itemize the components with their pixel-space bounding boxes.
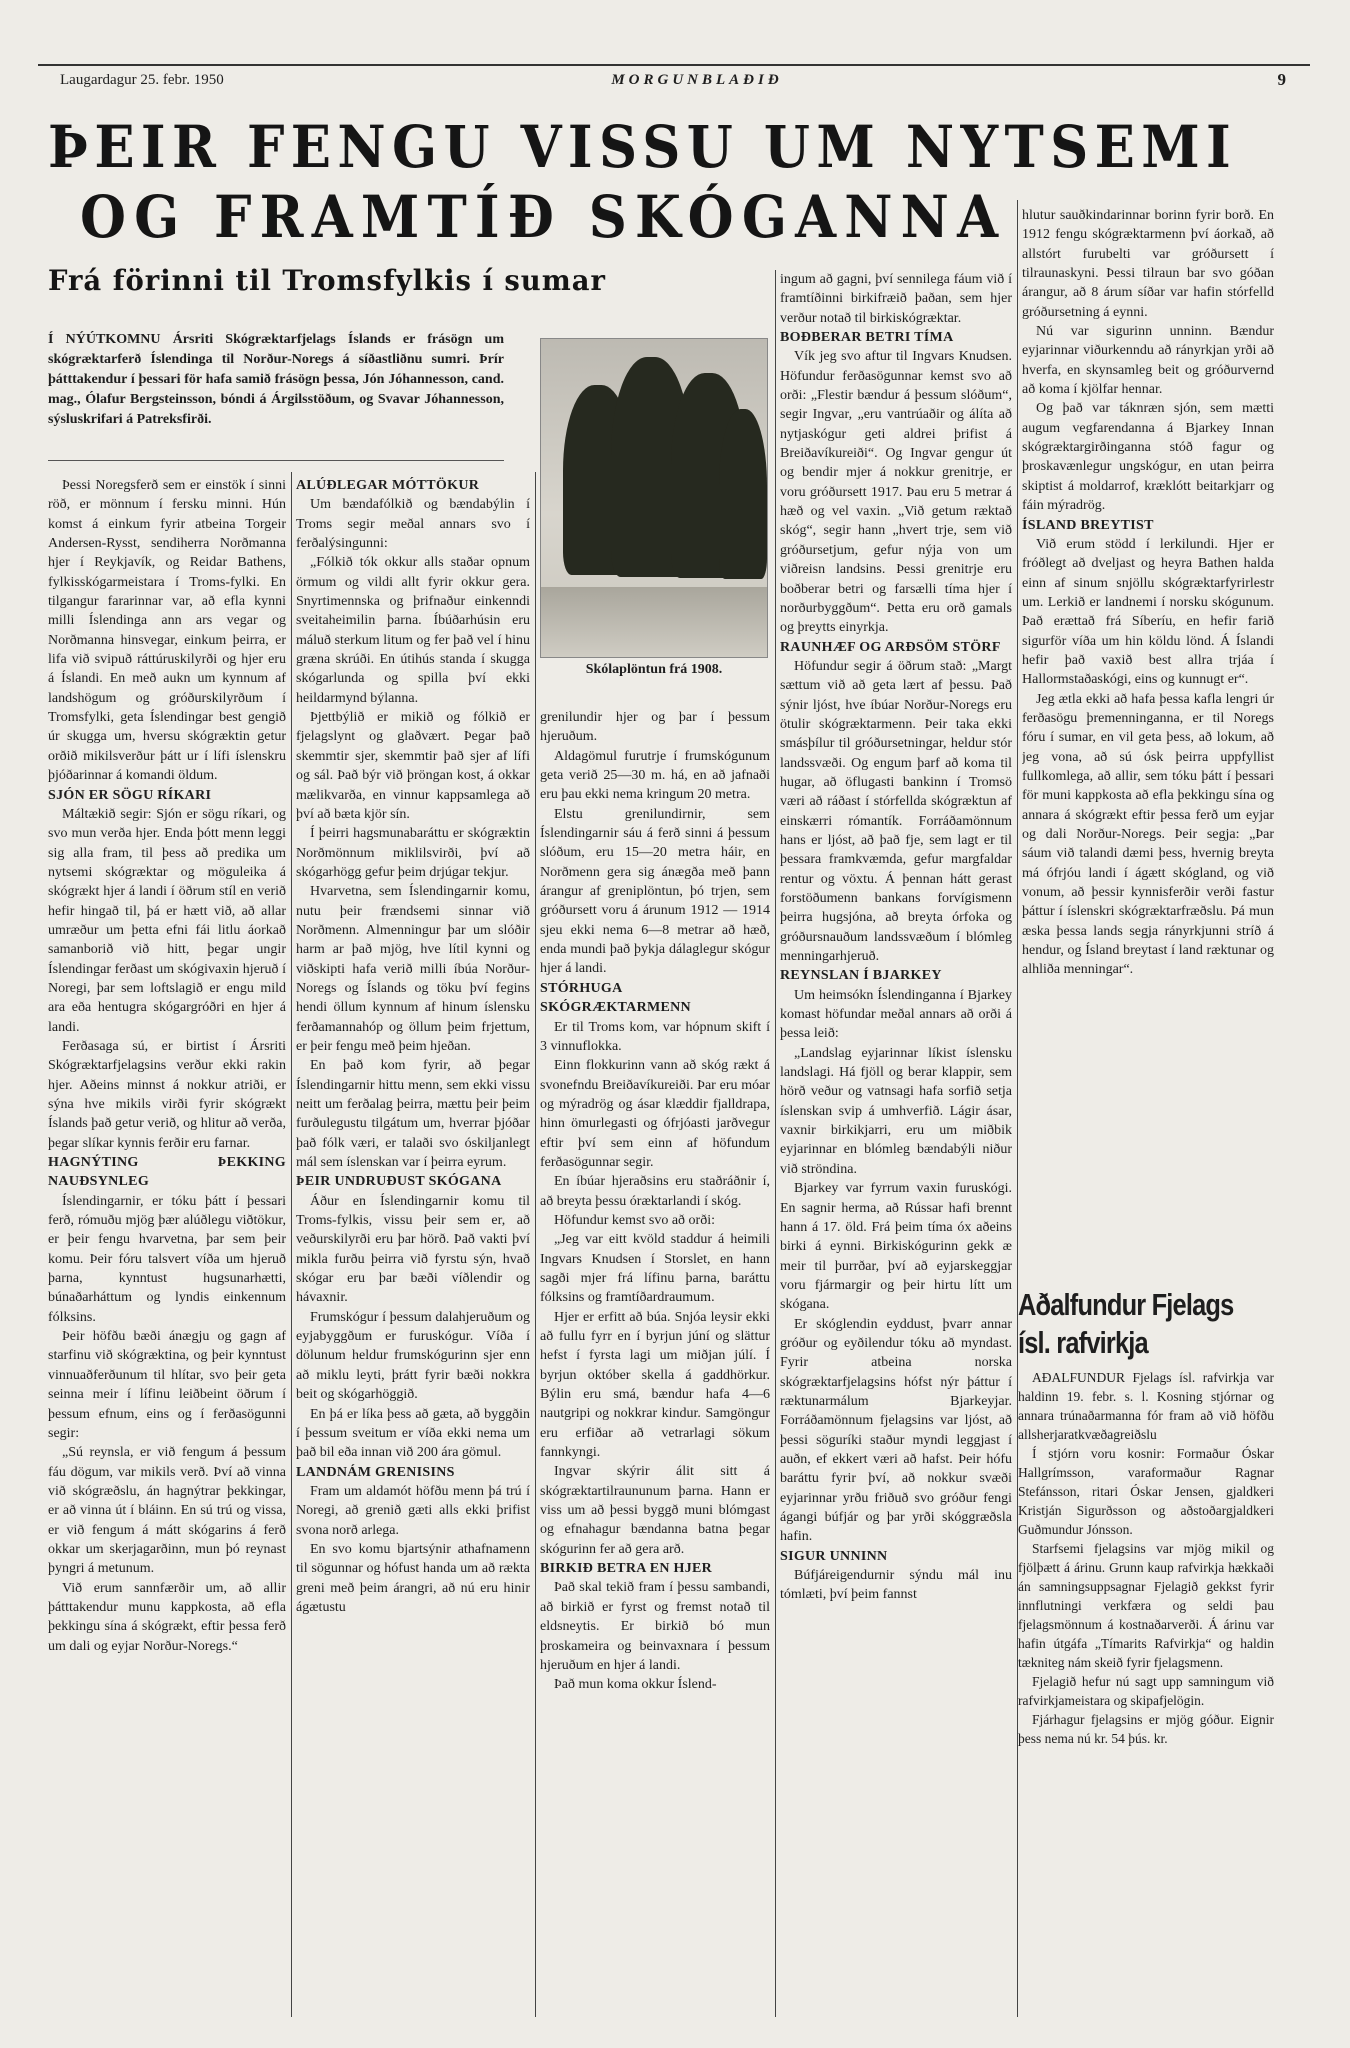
section-heading: ÞEIR UNDRUÐUST SKÓGANA xyxy=(296,1174,502,1190)
article-paragraph: Við erum stödd í lerkilundi. Hjer er fróðlegt að dveljast og heyra Bathen halda einn af sinum snjöllu skógræktarfyrirlestr um. Lerkið er landnemi í norsku skógunum. Það erættað frá Síberíu, en hefir farið sigurför víða um hin köldu lönd. Á Íslandi hefir það vaxið best allra trjáa í Hallormstaðaskógi, eins og kunnugt er“. xyxy=(1022,536,1274,688)
article-paragraph: Það mun koma okkur Íslend- xyxy=(554,1677,717,1693)
column-rule xyxy=(775,270,776,2017)
column-rule xyxy=(535,472,536,2017)
notice-paragraph: Starfsemi fjelagsins var mjög mikil og fjölþætt á árinu. Grunn kaup rafvirkja hækkaði án samningsuppsagnar Fjelagið gekkst fyrir innflutningi verkfæra og seldi þau fjelagsmönnum á kostnaðarverði. Á árinu var hafin útgáfa „Tímarits Rafvirkja“ og haldin tækniteg nám skeið fyrir fjelagsmenn. xyxy=(1018,1541,1274,1670)
article-column-4 xyxy=(780,270,1012,2016)
forest-photo xyxy=(540,338,768,658)
article-paragraph: Íslendingarnir, er tóku þátt í þessari ferð, rómuðu mjög þær alúðlegu viðtökur, er þeir fengu hvarvetna, þar sem þeir komu. Þeir fóru talsvert víða um hjeruð þarna, kynntust hugsunarhætti, búnaðarháttum og lyndis einkennum fólksins. xyxy=(48,1193,286,1325)
article-paragraph: Nú var sigurinn unninn. Bændur eyjarinnar viðurkenndu að rányrkjan yrði að hverfa, en skynsamleg beit og gróðurvernd að koma í kjölfar hennar. xyxy=(1022,324,1274,398)
section-heading: REYNSLAN Í BJARKEY xyxy=(780,968,942,984)
article-paragraph: Þeir höfðu bæði ánægju og gagn af starfinu við skógræktina, og þeir kynntust vinnuaðferðunum til hlítar, svo þeir geta seinna meir í lífinu leiðbeint öðrum í þessum efnum, eins og í ferðasögunni segir: xyxy=(48,1329,286,1441)
section-heading: LANDNÁM GRENISINS xyxy=(296,1464,455,1480)
article-paragraph: „Fólkið tók okkur alls staðar opnum örmum og vildi allt fyrir okkur gera. Snyrtimennska og þrifnaður einkenndi sveitaheimilin þarna. Íbúðarhúsin eru máluð sterkum litum og fer það vel í hinu græna skrúði. En útihús standa í skugga skógarlunda og spilla því ekki heildarmynd býlanna. xyxy=(296,555,530,706)
article-paragraph: Ingvar skýrir álit sitt á skógræktartilraununum þarna. Hann er viss um að þessi byggð muni blómgast og efnahagur bændanna batna þegar skógurinn fer að gera arð. xyxy=(540,1464,770,1557)
section-heading: RAUNHÆF OG ARÐSÖM STÖRF xyxy=(780,639,1001,655)
article-paragraph: Jeg ætla ekki að hafa þessa kafla lengri úr ferðasögu þremenninganna, er til Noregs fóru í sumar, en vil geta þess, að lokum, að jeg vona, að sú ósk þeirra uppfyllist fullkomlega, að allir, sem tóku þátt í þessari för muni kappkosta að efla þekkingu sína og annara á skógrækt eftir þessa ferð um eyjar og dali Norður-Noregs. Þeir segja: „Þar sáum við talandi dæmi þess, hvernig breyta má ófrjóu landi í ágætt skógland, og við vonum, að þessir kynnisferðir verði fastur þáttur í íslenskri skógræktarfræðslu. Þá mun æska þessa lands segja rányrkjunni stríð á hendur, og Ísland breytast í land ræktunar og alhliða menningar“. xyxy=(1022,691,1274,978)
article-paragraph: Bjarkey var fyrrum vaxin furuskógi. En sagnir herma, að Rússar hafi brennt hann á 17. öld. Frá þeim tíma óx aðeins birki á eynni. Birkiskógurinn gekk æ meir til þurrðar, því að eyjarskeggjar voru fjármargir og þeir hirtu lítt um skógana. xyxy=(780,1181,1012,1313)
notice-box xyxy=(1018,1286,1280,2002)
article-paragraph: Ferðasaga sú, er birtist í Ársriti Skógræktarfjelagsins verður ekki rakin hjer. Aðeins minnst á nokkur atriði, er sýna hve mikils virði fyrir skógrækt Íslands það getur verið, og hlitur að verða, þegar slíkar kynnis ferðir eru farnar. xyxy=(48,1038,286,1151)
article-paragraph: Áður en Íslendingarnir komu til Troms-fylkis, vissu þeir sem er, að veðurskilyrði eru þar hörð. Það vakti því mikla furðu þeirra við fyrstu sýn, hvað skógar eru þar bæði víðlendir og hávaxnir. xyxy=(296,1193,530,1306)
article-column-1 xyxy=(48,476,286,2016)
article-paragraph: Búfjáreigendurnir sýndu mál inu tómlæti, því þeim fannst xyxy=(780,1568,1012,1603)
article-paragraph: Það skal tekið fram í þessu sambandi, að birkið er fyrst og fremst notað til eldsneytis. Er birkið bó mun þroskameira og beinvaxnara í þessum hjeruðum en hjer á landi. xyxy=(540,1580,770,1673)
notice-paragraph: Fjelagið hefur nú sagt upp samningum við rafvirkjameistara og skipafjelögin. xyxy=(1018,1674,1274,1708)
article-column-5 xyxy=(1022,206,1274,1272)
section-heading: SIGUR UNNINN xyxy=(780,1548,888,1564)
section-heading: HAGNÝTING ÞEKKING NAUÐSYNLEG xyxy=(48,1155,286,1190)
article-column-3 xyxy=(540,708,770,2016)
article-paragraph: Um heimsókn Íslendinganna í Bjarkey komast höfundar meðal annars að orði á þessa leið: xyxy=(780,987,1012,1042)
notice-paragraph: Í stjórn voru kosnir: Formaður Óskar Hallgrímsson, varaformaður Ragnar Stefánsson, ritari Óskar Jensen, gjaldkeri Kristján Sigurðsson og aðstoðargjaldkeri Guðmundur Jónsson. xyxy=(1018,1446,1274,1537)
issue-date: Laugardagur 25. febr. 1950 xyxy=(60,72,224,88)
masthead: MORGUNBLAÐIÐ xyxy=(611,72,783,88)
article-paragraph: Þjettbýlið er mikið og fólkið er fjelagslynt og glaðvært. Þegar það skemmtir sjer, skemmtir það sjer af lífi og sál. Það býr við þröngan kost, á okkar mælikvarða, en vinnur kappsamlega að því að bæta kjör sín. xyxy=(296,710,530,822)
section-heading: STÓRHUGA SKÓGRÆKTARMENN xyxy=(540,980,691,1016)
article-paragraph: Um bændafólkið og bændabýlin í Troms segir meðal annars svo í ferðalýsingunni: xyxy=(296,497,530,552)
section-heading: ALÚÐLEGAR MÓTTÖKUR xyxy=(296,478,480,493)
notice-title-2: ísl. rafvirkja xyxy=(1018,1325,1148,1360)
section-heading: BIRKIÐ BETRA EN HJER xyxy=(540,1561,713,1577)
article-paragraph: Við erum sannfærðir um, að allir þátttakendur munu kappkosta, að efla þekkingu sína á skógrækt, eftir þessa ferð um dali og eyjar Norður-Noregs.“ xyxy=(48,1580,286,1654)
article-paragraph: En svo komu bjartsýnir athafnamenn til sögunnar og hófust handa um að rækta greni með þeim árangri, að nú eru hinir ágætustu xyxy=(296,1541,530,1615)
article-paragraph: Hvarvetna, sem Íslendingarnir komu, nutu þeir frændsemi sinnar við Norðmenn. Almenningur þar um slóðir harm ar það mjög, hve lítil kynni og viðskipti hafa verið milli íbúa Norður-Noregs og Íslands og töku því fegins hendi öllum kynnum af hinum íslensku ferðamannahóp og öllum þeim frjettum, er þeir fengu með þeim hjeðan. xyxy=(296,884,530,1054)
article-paragraph: grenilundir hjer og þar í þessum hjeruðum. xyxy=(540,710,770,745)
article-paragraph: En þá er líka þess að gæta, að byggðin í þessum sveitum er víða ekki nema um það bil eða innan við 200 ára gömul. xyxy=(296,1406,530,1461)
article-paragraph: Máltækið segir: Sjón er sögu ríkari, og svo mun verða hjer. Enda þótt menn leggi sig alla fram, til þess að predika um nytsemi skógræktar og möguleika á skógrækt hjer á landi í öðrum stíl en verið hefir hingað til, þá er hætt við, að allar umræður um þetta efni fái litlu áorkað samanborið við hitt, þegar ungir Íslendingar ferðast um skógivaxin hjeruð í Noregi, þar sem loftslagið er engu mild ara eða hentugra skógargróðri en hjer á landi. xyxy=(48,806,286,1035)
article-paragraph: Vík jeg svo aftur til Ingvars Knudsen. Höfundur ferðasögunnar kemst svo að orði: „Flestir bændur á þessum slóðum“, segir Ingvar, „eru vantrúaðir og álíta að nytjaskógur geti aldrei þrifist á Breiðavíkureiði“. Og Ingvar gengur út og bendir mjer á nokkur grenitrje, er voru gróðursett 1917. Þau eru 5 metrar á hæð og vel vaxin. „Við getum ræktað skóg“, segir hann „hvert trje, sem við gróðursetjum, gefur nýja von um viðreisn landsins. Þessi grenitrje eru boðberar betri og farsælli tíma hjer í norðurbyggðum“. Þetta eru orð gamals og þreytts einyrkja. xyxy=(780,349,1012,636)
notice-body xyxy=(1018,1368,1274,2008)
column-rule xyxy=(291,472,292,2017)
intro-rule xyxy=(48,460,504,461)
article-paragraph: „Sú reynsla, er við fengum á þessum fáu dögum, var mikils verð. Því að vinna við skógræðslu, án hagnýtrar þekkingar, er að vinna út í bláinn. En sú trú og vissa, er við fengum á mátt skógarins á ferð okkar um skerjagarðinn, mun þó reynast þyngri á metunum. xyxy=(48,1445,286,1577)
article-paragraph: Einn flokkurinn vann að skóg rækt á svonefndu Breiðavíkureiði. Þar eru móar og mýradrög og ásar klæddir fjalldrapa, hinn ömurlegasti og ófrjóasti jarðvegur eftir því sem einn af höfundum ferðasögunnar segir. xyxy=(540,1058,770,1170)
article-paragraph: Og það var táknræn sjón, sem mætti augum vegfarendanna á Bjarkey Innan skógræktargirðinganna stóð fagur og þroskavænlegur ungskógur, en utan þeirra skiptist á moldarrof, kræklótt beitarkjarr og fáin mýradrög. xyxy=(1022,401,1274,514)
article-paragraph: En það kom fyrir, að þegar Íslendingarnir hittu menn, sem ekki vissu neitt um ferðalag þeirra, mættu þeir þeim furðulegustu tilgátum um, hverrar þjóðar það fólk væri, er talaði svo óskiljanlegt mál sem íslenskan var í þeirra eyrum. xyxy=(296,1058,530,1171)
article-paragraph: ingum að gagni, því sennilega fáum við í framtíðinni birkifræið þaðan, sem hjer verður notað til birkiskógræktar. xyxy=(780,272,1012,326)
photo-caption: Skólaplöntun frá 1908. xyxy=(585,662,723,677)
article-paragraph: Í þeirri hagsmunabaráttu er skógræktin Norðmönnum miklilsvirði, því að skógarhögg gefur þeim drjúgar tekjur. xyxy=(296,826,530,880)
article-paragraph: Hjer er erfitt að búa. Snjóa leysir ekki að fullu fyrr en í byrjun júní og slättur hefst í fyrsta lagi um miðjan júlí. Í byrjun október skella á gaddhörkur. Býlin eru smá, bændur hafa 4—6 nautgripi og nokkrar kindur. Samgöngur eru erfiðar að vetrarlagi sökum fannkyngi. xyxy=(540,1309,770,1461)
section-heading: BOÐBERAR BETRI TÍMA xyxy=(780,330,954,346)
notice-paragraph: AÐALFUNDUR Fjelags ísl. rafvirkja var haldinn 19. febr. s. l. Kosning stjórnar og annara trúnaðarmanna fór fram að við höfðu allsherjaratkvæðagreiðslu xyxy=(1018,1370,1274,1442)
article-paragraph: „Jeg var eitt kvöld staddur á heimili Ingvars Knudsen í Storslet, en hann sagði mjer frá lífinu þarna, baráttu fólksins og framtíðardraumum. xyxy=(540,1232,770,1306)
notice-paragraph: Fjárhagur fjelagsins er mjög góður. Eignir þess nema nú kr. 54 þús. kr. xyxy=(1018,1712,1274,1746)
section-heading: SJÓN ER SÖGU RÍKARI xyxy=(48,787,212,803)
article-paragraph: „Landslag eyjarinnar líkist íslensku landslagi. Há fjöll og berar klappir, sem hörð veður og vatnsagi hafa sorfið setja íslenskan svip á umhverfið. Lágir ásar, vaxnir birkikjarri, eru um miðbik eyjarinnar en blómleg bændabýli niður við ströndina. xyxy=(780,1045,1012,1177)
article-paragraph: Höfundur segir á öðrum stað: „Margt sættum við að geta lært af þessu. Það sýnir ljóst, hve íbúar Norður-Noregs eru ötulir skógræktarmenn. Þeir taka ekki smásþílur til gróðursetningar, heldur stór landssvæði. Og engum þarf að koma til hugar, að öflugasti bankinn í Tromsö væri að ráðast í stórfellda skógræktun af einskærri rómantík. Forráðamönnum hans er ljóst, að það fje, sem lagt er til þessara framkvæmda, gefur margfaldar rentur og vöxtu. Á þennan hátt gerast forstöðumenn bankans forvígismenn þeirra hugsjóna, að breyta órfoka og gróðursnauðum landssvæðum í blómleg menningarhjeruð. xyxy=(780,658,1012,965)
article-paragraph: En íbúar hjeraðsins eru staðráðnir í, að breyta þessu óræktarlandi í skóg. xyxy=(540,1174,770,1209)
headline-line-1: ÞEIR FENGU VISSU UM NYTSEMI xyxy=(48,113,1238,181)
article-paragraph: Er til Troms kom, var hópnum skift í 3 vinnuflokka. xyxy=(540,1019,770,1054)
article-paragraph: Frumskógur í þessum dalahjeruðum og eyjabyggðum er furuskógur. Víða í dölunum heldur frumskógurinn sjer enn að miklu leyti, þrátt fyrir bæði nokkra beit og skógarhöggið. xyxy=(296,1309,530,1403)
article-paragraph: Aldagömul furutrje í frumskógunum geta verið 25—30 m. há, en að jafnaði eru þau ekki nema kringum 20 metra. xyxy=(540,748,770,803)
notice-title-1: Aðalfundur Fjelags xyxy=(1018,1287,1234,1322)
article-paragraph: Fram um aldamót höfðu menn þá trú í Noregi, að grenið gæti alls ekki þrifist svona norð arlega. xyxy=(296,1483,530,1538)
header-rule xyxy=(38,64,1310,66)
article-intro: Í NÝÚTKOMNU Ársriti Skógræktarfjelags Íslands er frásögn um skógræktarferð Íslendinga til Norður-Noregs á síðastliðnu sumri. Þrír þátttakendur í þessari för hafa samið frásögn þessa, Jón Jóhannesson, cand. mag., Ólafur Bergsteinsson, bóndi á Árgilsstöðum, og Svavar Jóhannesson, sýsluskrifari á Patreksfirði. xyxy=(48,332,504,427)
article-paragraph: Höfundur kemst svo að orði: xyxy=(554,1212,715,1228)
page-number: 9 xyxy=(1277,70,1286,89)
article-paragraph: Þessi Noregsferð sem er einstök í sinni röð, er mönnum í fersku minni. Hún komst á einkum fyrir atbeina Torgeir Andersen-Rysst, sendiherra Norðmanna hjer í Reykjavík, og Reidar Bathens, fylkisskógarmeistara í Troms-fylki. En tilgangur fararinnar var, að efla kynni milli Íslendinga ann ars vegar og Norðmanna hinsvegar, einkum þeirra, er lifa við svipuð ráttúruskilyrði og hjer eru á Íslandi. En með aukn um kynnum af landshögum og gróðurskilyrðum í Tromsfylki, geta Íslendingar best gengið úr skugga um, hversu skógræktin getur orðið mikilsverður þátt ur í lífi íslenskru þjóðarinnar á komandi öldum. xyxy=(48,478,286,784)
section-heading: ÍSLAND BREYTIST xyxy=(1022,517,1154,533)
article-column-2 xyxy=(296,476,530,2016)
article-paragraph: hlutur sauðkindarinnar borinn fyrir borð. En 1912 fengu skógræktarmenn því áorkað, að allstórt furubelti var gróðursett í tilraunaskyni. Þessi tilraun bar svo góðan árangur, að 8 árum síðar var hafin stórfelld gróðursetning á eynni. xyxy=(1022,208,1274,320)
article-paragraph: Er skóglendin eyddust, þvarr annar gróður og eyðilendur tóku að myndast. Fyrir atbeina norska skógræktarfjelagsins hófst nýr þáttur í ræktunarmálum Bjarkeyjar. Forráðamönnum fjelagsins var ljóst, að þessi söguríki staður myndi leggjast í auðn, ef ekkert væri að hafst. Þeir hófu baráttu fyrir því, að nokkur svæði eyjarinnar yrðu friðuð svo gróður fengi ágangi búfjár og þar yrði skóggræðsla hafin. xyxy=(780,1316,1012,1545)
headline-line-2: OG FRAMTÍÐ SKÓGANNA xyxy=(80,183,1007,251)
subheadline: Frá förinni til Tromsfylkis í sumar xyxy=(48,264,606,297)
article-paragraph: Elstu grenilundirnir, sem Íslendingarnir sáu á ferð sinni á þessum slóðum, eru 15—20 metra háir, en Norðmenn gera sig ánægða með þann árangur af greniplöntun, þó trjen, sem gróðursett voru á árunum 1912 — 1914 sjeu ekki nema 6—8 metrar að hæð, enda mundi það þykja dálaglegur skógur hjer á landi. xyxy=(540,806,770,977)
